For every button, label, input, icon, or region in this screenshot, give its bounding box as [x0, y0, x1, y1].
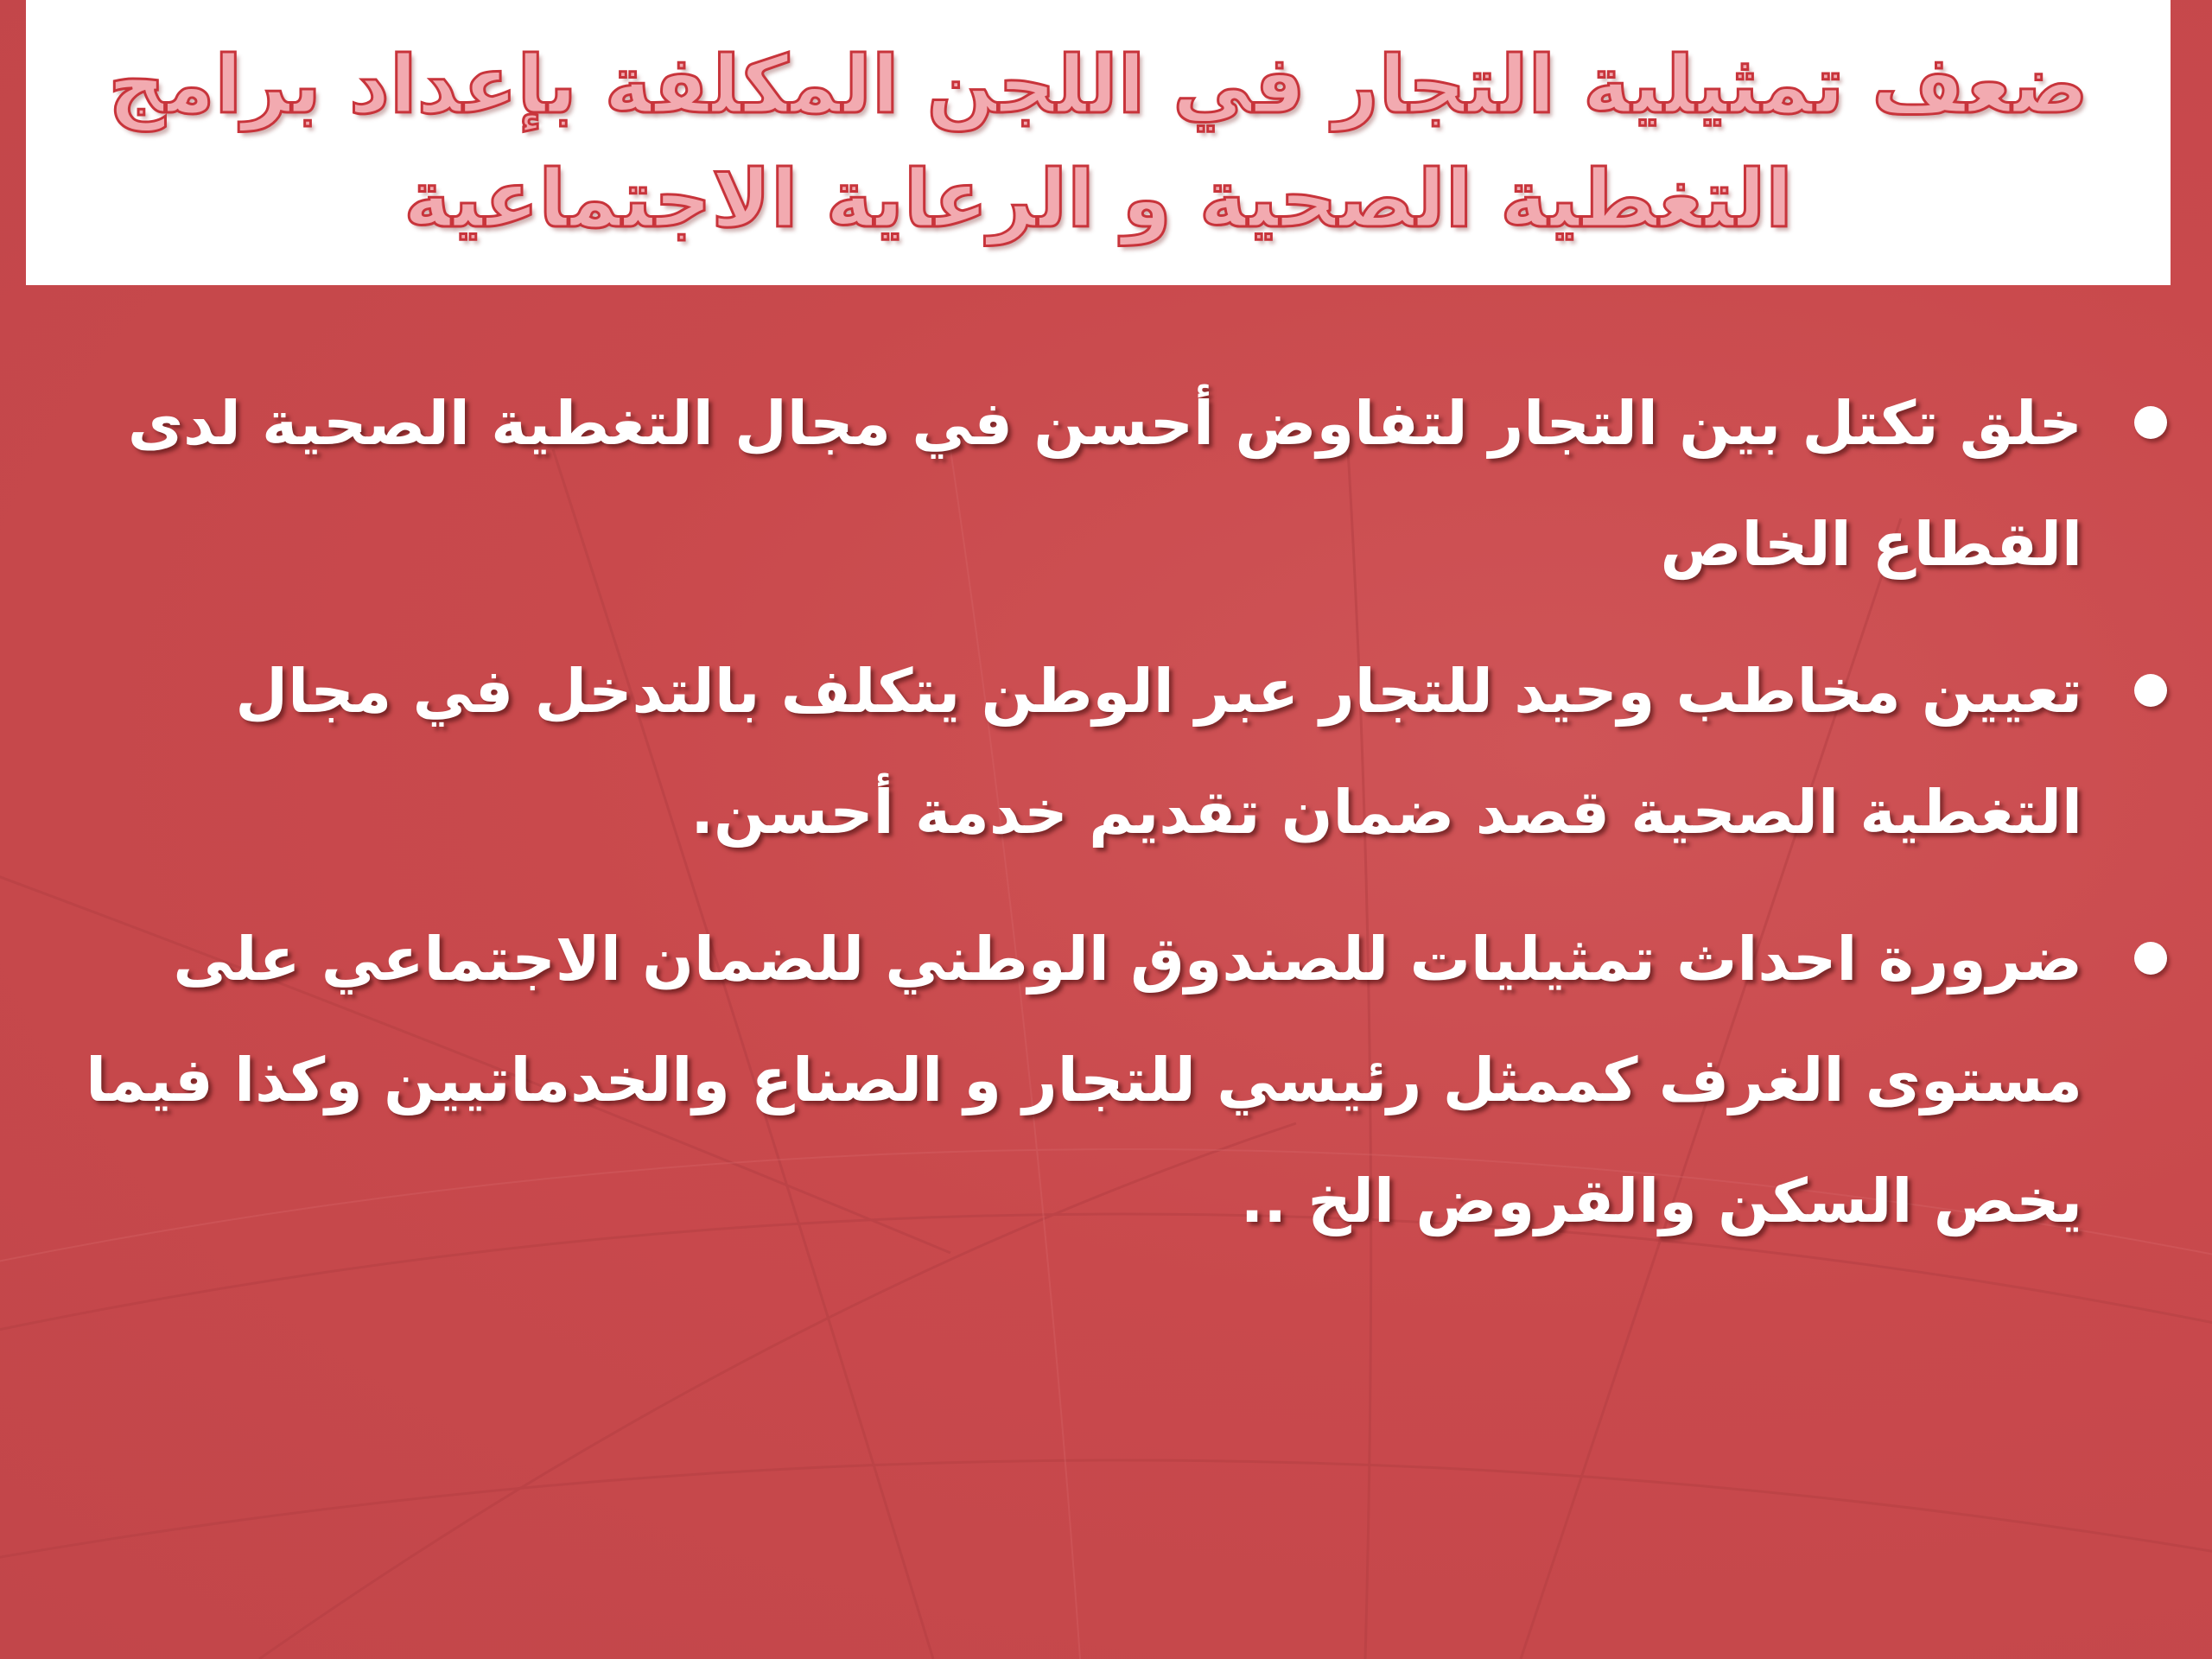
- bullet-item: [0, 899, 2177, 1262]
- bullet-3-line-2: مستوى الغرف كممثل رئيسي للتجار و الصناع والخدماتيين وكذا فيما: [86, 1045, 2082, 1116]
- bullet-1-line-1: خلق تكتل بين التجار لتفاوض أحسن في مجال التغطية الصحية لدى: [127, 388, 2082, 459]
- bullet-item: [0, 631, 2177, 873]
- bullet-2-line-1: تعيين مخاطب وحيد للتجار عبر الوطن يتكلف بالتدخل في مجال: [235, 656, 2082, 727]
- bullet-list: [0, 363, 2177, 1287]
- bullet-2-line-2: التغطية الصحية قصد ضمان تقديم خدمة أحسن.: [690, 777, 2082, 848]
- bullet-3-line-1: ضرورة احداث تمثيليات للصندوق الوطني للضمان الاجتماعي على: [173, 924, 2082, 995]
- title-box: [26, 0, 2171, 285]
- bullet-dot-icon: [2134, 942, 2167, 975]
- slide-title-line-1: ضعف تمثيلية التجار في اللجن المكلفة بإعداد برامج: [108, 39, 2088, 131]
- bullet-item: [0, 363, 2177, 605]
- bullet-dot-icon: [2134, 406, 2167, 439]
- bullet-3-line-3: يخص السكن والقروض الخ ..: [1240, 1166, 2082, 1236]
- slide-title-line-2: التغطية الصحية و الرعاية الاجتماعية: [404, 153, 1793, 245]
- bullet-dot-icon: [2134, 674, 2167, 707]
- bullet-1-line-2: القطاع الخاص: [1660, 509, 2082, 580]
